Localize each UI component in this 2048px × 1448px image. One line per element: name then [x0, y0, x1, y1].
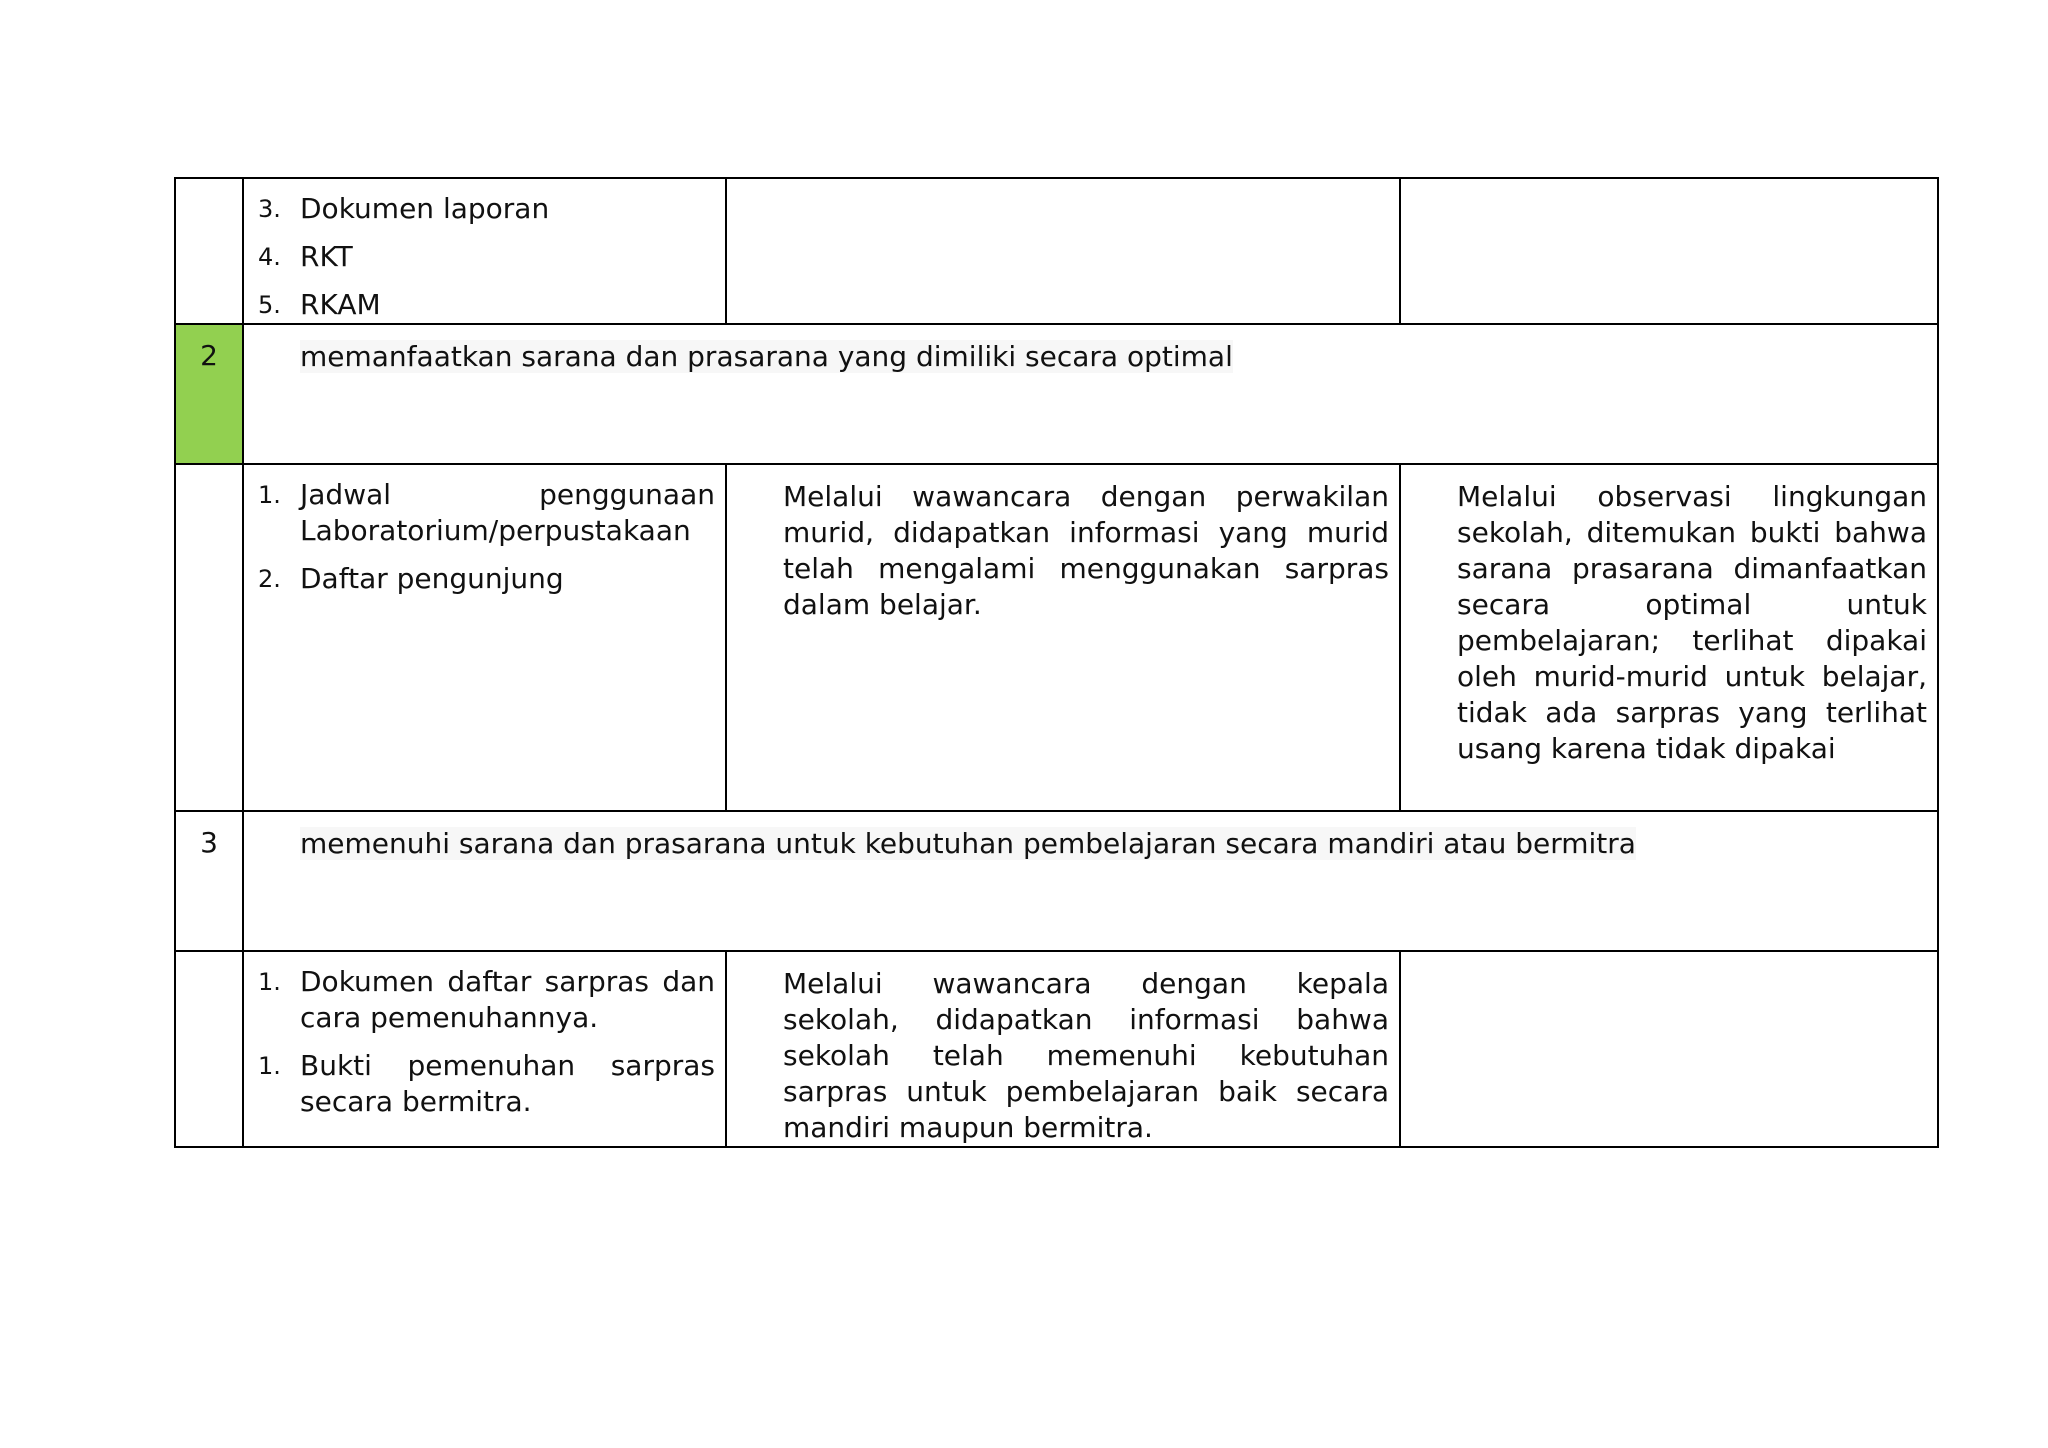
evidence-cell — [243, 464, 726, 811]
assessment-table — [174, 177, 1939, 1148]
evidence-cell — [243, 178, 726, 324]
list-item — [258, 561, 715, 597]
list-text: RKT — [300, 240, 353, 273]
table-row — [175, 178, 1938, 324]
list-text: Dokumen laporan — [300, 192, 550, 225]
list-number: 5. — [258, 291, 281, 319]
observation-cell — [1400, 464, 1938, 811]
list-number: 4. — [258, 243, 281, 271]
list-text: Dokumen daftar sarpras dan cara pemenuhannya. — [300, 965, 715, 1034]
list-item — [258, 964, 715, 1036]
section-row — [175, 324, 1938, 464]
observation-cell — [1400, 178, 1938, 324]
list-number: 2. — [258, 565, 281, 593]
list-item — [258, 1048, 715, 1120]
list-number: 3. — [258, 195, 281, 223]
evidence-list — [244, 179, 725, 323]
observation-text — [1401, 952, 1937, 966]
list-text: Jadwal penggunaan Laboratorium/perpustakaan — [300, 478, 715, 547]
observation-text: Melalui observasi lingkungan sekolah, ditemukan bukti bahwa sarana prasarana dimanfaatkan secara optimal untuk pembelajaran; terlihat dipakai oleh murid-murid untuk belajar, tidak ada sarpras yang terlihat usang karena tidak dipakai — [1457, 480, 1927, 765]
list-item — [258, 287, 715, 323]
section-number: 2 — [175, 324, 243, 464]
interview-text: Melalui wawancara dengan perwakilan murid, didapatkan informasi yang murid telah mengalami menggunakan sarpras dalam belajar. — [783, 480, 1389, 621]
observation-cell — [1400, 951, 1938, 1147]
interview-cell — [726, 178, 1400, 324]
section-row — [175, 811, 1938, 951]
number-cell — [175, 464, 243, 811]
evidence-list — [244, 465, 725, 597]
number-cell — [175, 178, 243, 324]
list-number: 1. — [258, 1052, 281, 1080]
section-number: 3 — [175, 811, 243, 951]
section-title-cell — [243, 324, 1938, 464]
table-row — [175, 951, 1938, 1147]
list-text: RKAM — [300, 288, 381, 321]
list-number: 1. — [258, 968, 281, 996]
evidence-cell — [243, 951, 726, 1147]
list-number: 1. — [258, 481, 281, 509]
list-text: Bukti pemenuhan sarpras secara bermitra. — [300, 1049, 715, 1118]
section-title-cell — [243, 811, 1938, 951]
list-item — [258, 191, 715, 227]
number-cell — [175, 951, 243, 1147]
list-item — [258, 239, 715, 275]
list-item — [258, 477, 715, 549]
evidence-list — [244, 952, 725, 1120]
table-row — [175, 464, 1938, 811]
section-title: memenuhi sarana dan prasarana untuk kebutuhan pembelajaran secara mandiri atau bermitra — [300, 827, 1636, 860]
section-title: memanfaatkan sarana dan prasarana yang dimiliki secara optimal — [300, 340, 1233, 373]
list-text: Daftar pengunjung — [300, 562, 564, 595]
interview-cell — [726, 464, 1400, 811]
interview-cell — [726, 951, 1400, 1147]
interview-text: Melalui wawancara dengan kepala sekolah, didapatkan informasi bahwa sekolah telah memenuhi kebutuhan sarpras untuk pembelajaran baik secara mandiri maupun bermitra. — [783, 967, 1389, 1144]
